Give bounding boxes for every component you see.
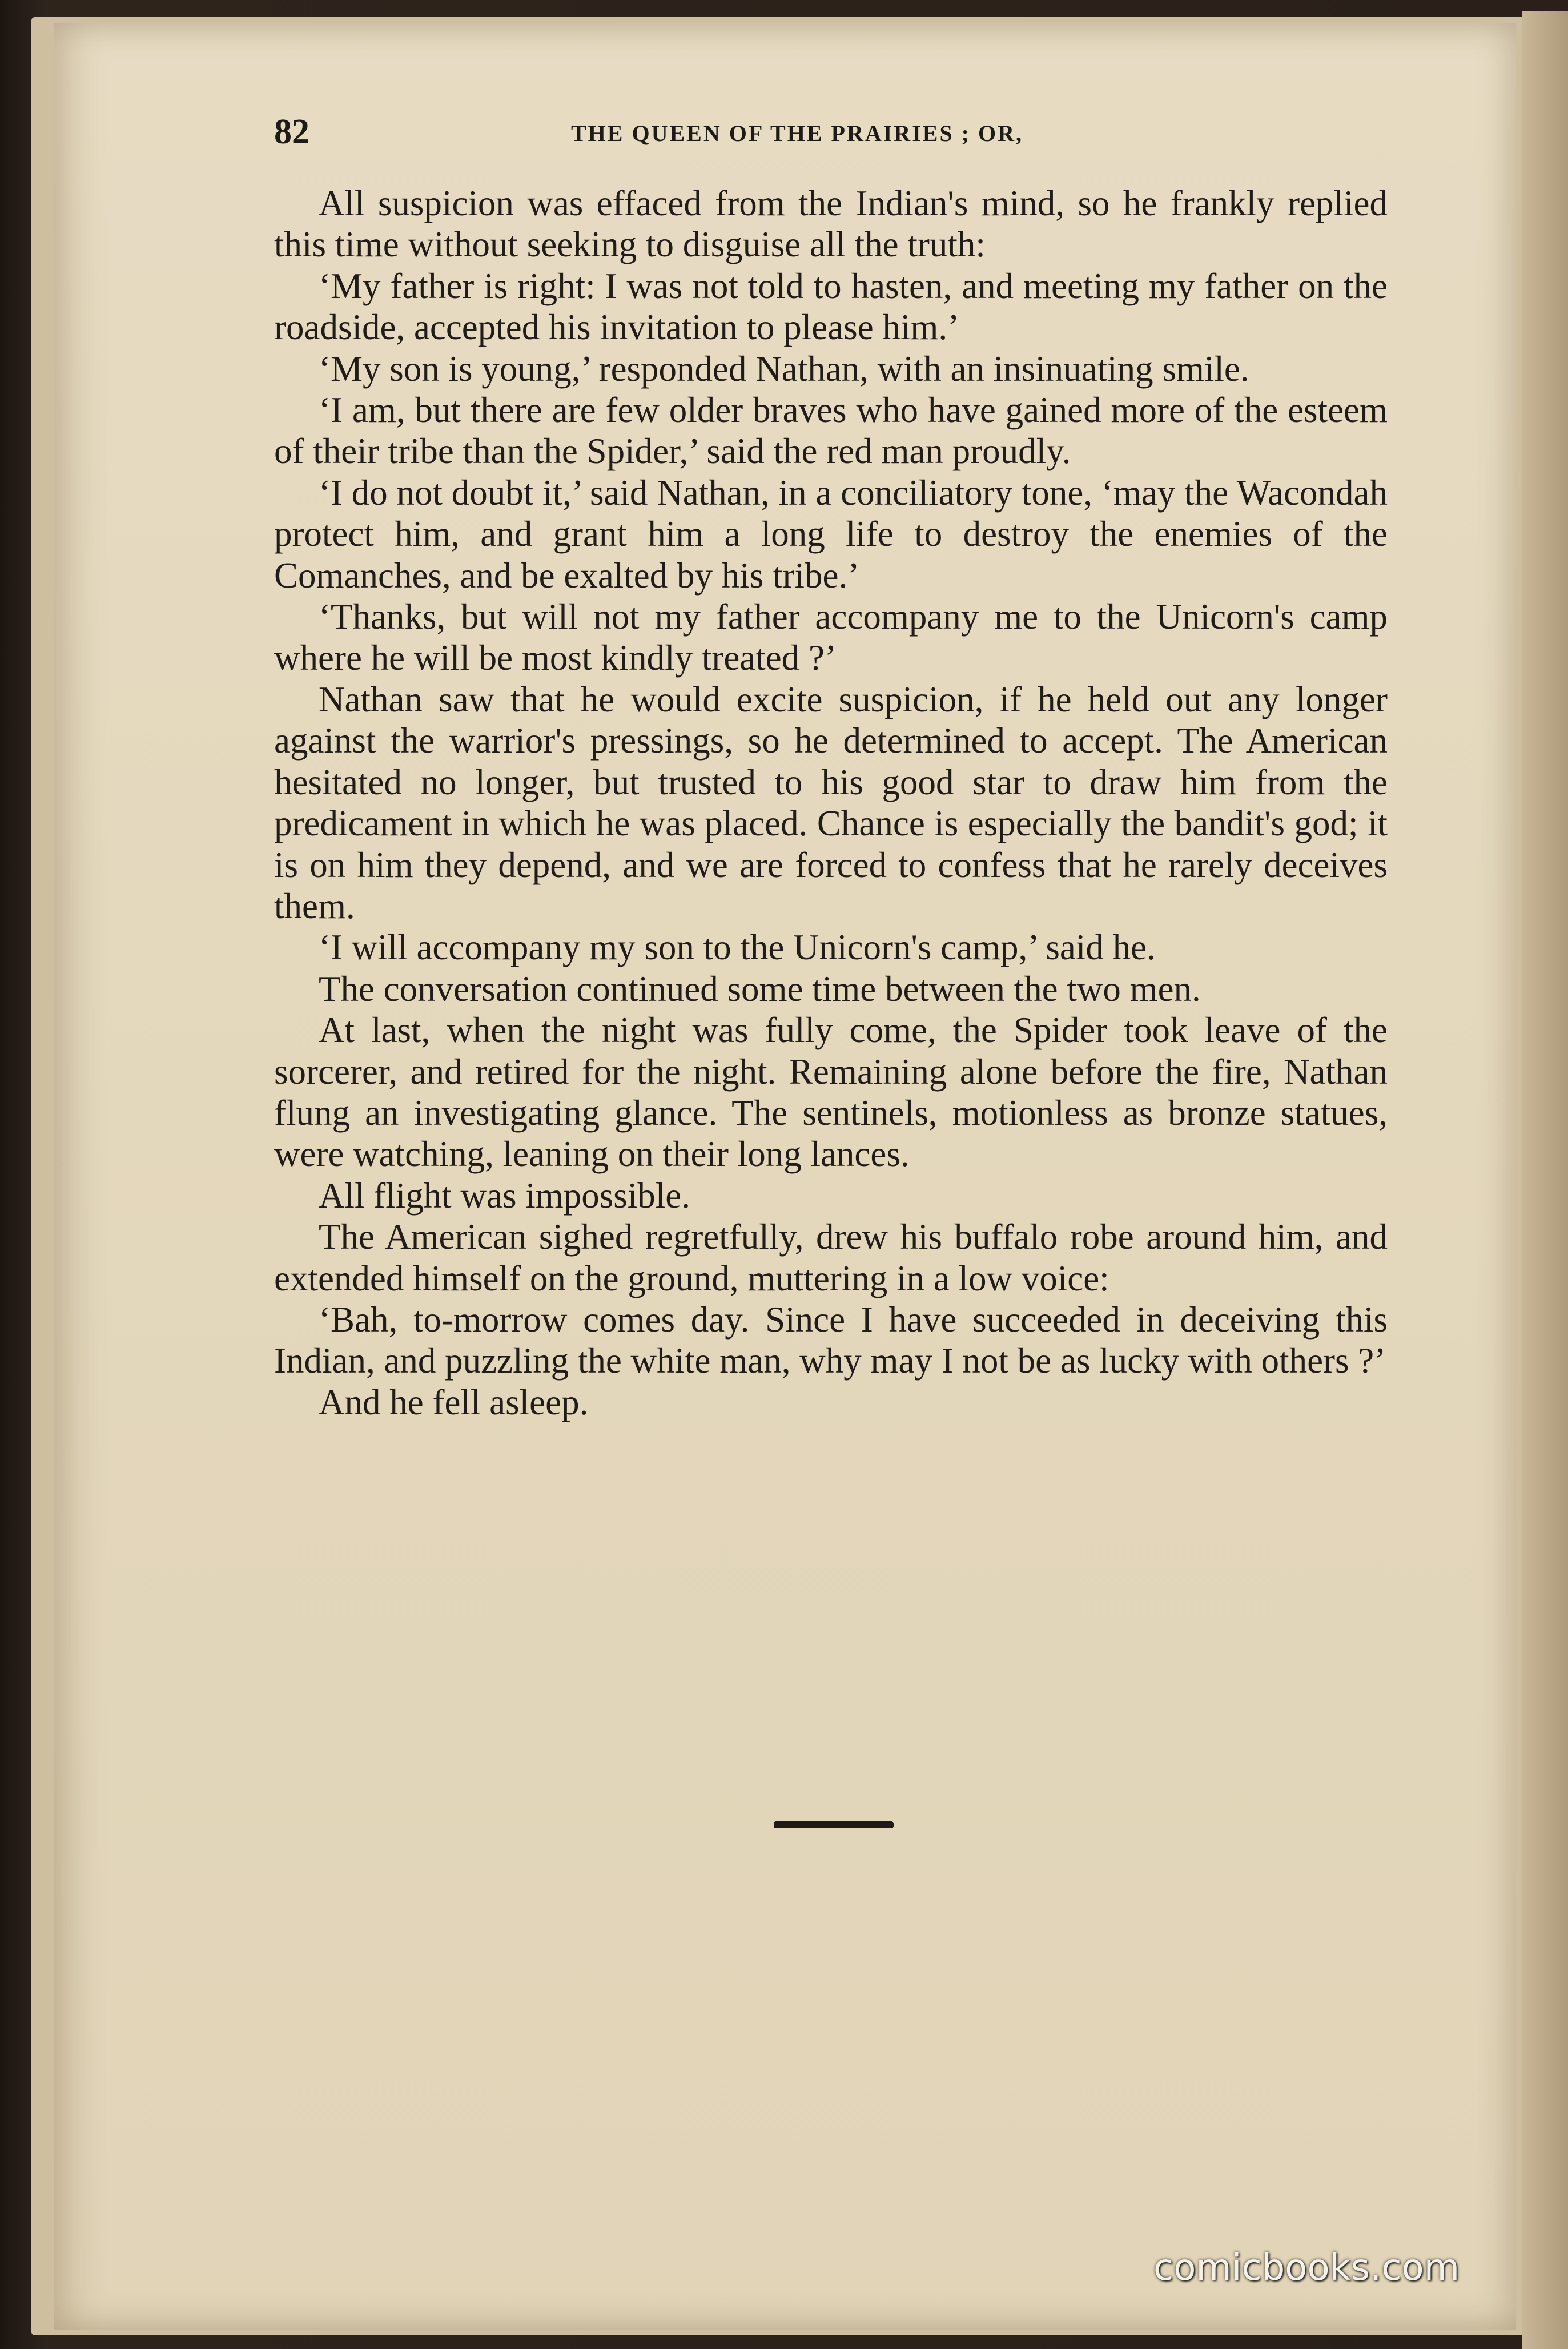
- facing-page-edge: [1522, 11, 1568, 2349]
- page-number: 82: [274, 112, 309, 151]
- paragraph: And he fell asleep.: [319, 1382, 589, 1422]
- paragraph: ‘Thanks, but will not my father accompany me to the Unicorn's camp where he will be most kindly treated ?’: [274, 597, 1388, 678]
- watermark: comicbooks.com: [1153, 2247, 1460, 2289]
- paragraph: At last, when the night was fully come, the Spider took leave of the sorcerer, and retired for the night. Remaining alone before the fire, Nathan flung an investigating glance. The sentinels, motionless as bronze statues, were watching, leaning on their long lances.: [274, 1010, 1388, 1174]
- paragraph: ‘I do not doubt it,’ said Nathan, in a conciliatory tone, ‘may the Wacondah protect him, and grant him a long life to destroy the enemies of the Comanches, and be exalted by his tribe.’: [274, 472, 1388, 596]
- page-header: [274, 112, 1393, 158]
- paragraph: ‘My son is young,’ responded Nathan, with an insinuating smile.: [319, 348, 1249, 389]
- paragraph: ‘I am, but there are few older braves who have gained more of the esteem of their tribe than the Spider,’ said the red man proudly.: [274, 390, 1388, 472]
- paragraph: Nathan saw that he would excite suspicion, if he held out any longer against the warrior's pressings, so he determined to accept. The American hesitated no longer, but trusted to his good star to draw him from the predicament in which he was placed. Chance is especially the bandit's god; it is on him they depend, and we are forced to confess that he rarely deceives them.: [274, 679, 1388, 926]
- paragraph: ‘Bah, to-morrow comes day. Since I have succeeded in deceiving this Indian, and puzzling the white man, why may I not be as lucky with others ?’: [274, 1299, 1388, 1381]
- paragraph: All suspicion was effaced from the Indian's mind, so he frankly replied this time without seeking to disguise all the truth:: [274, 183, 1388, 265]
- body-text: [274, 183, 1388, 1423]
- section-end-rule: [774, 1821, 894, 1828]
- paragraph: The conversation continued some time between the two men.: [319, 968, 1201, 1009]
- paragraph: ‘I will accompany my son to the Unicorn's camp,’ said he.: [319, 927, 1156, 968]
- paragraph: All flight was impossible.: [319, 1175, 690, 1216]
- running-head: THE QUEEN OF THE PRAIRIES ; OR,: [571, 120, 1024, 146]
- paragraph: ‘My father is right: I was not told to hasten, and meeting my father on the roadside, accepted his invitation to please him.’: [274, 266, 1388, 348]
- paragraph: The American sighed regretfully, drew his buffalo robe around him, and extended himself on the ground, muttering in a low voice:: [274, 1217, 1388, 1298]
